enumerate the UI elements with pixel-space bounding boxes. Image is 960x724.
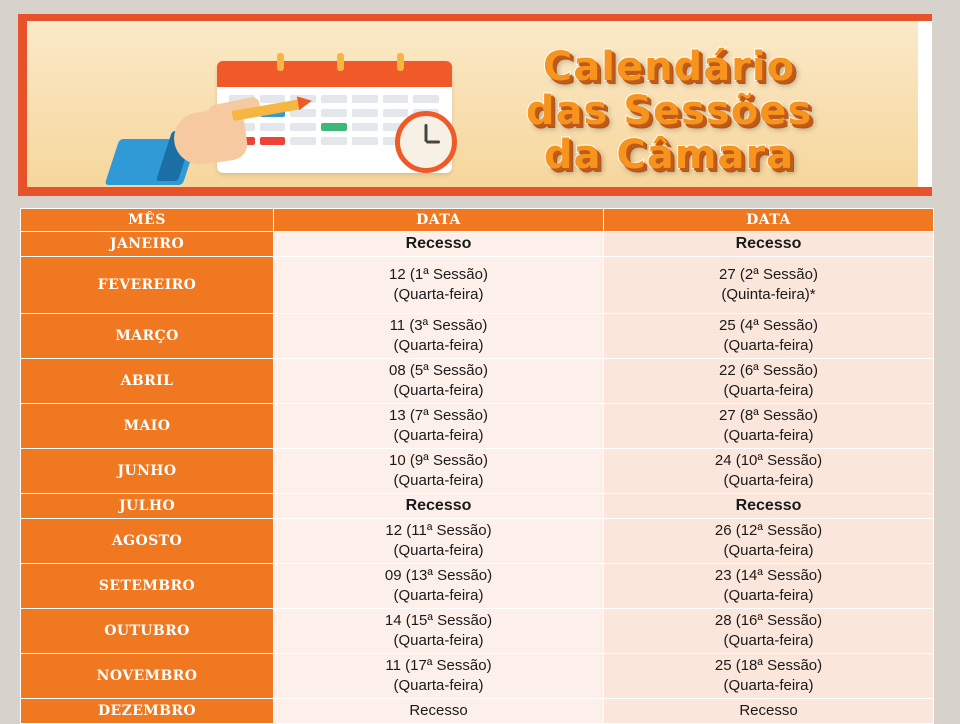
session-line-2: (Quarta-feira) xyxy=(393,542,484,559)
month-cell: ABRIL xyxy=(21,359,274,404)
session-line-1: 08 (5ª Sessão) xyxy=(389,362,488,379)
session-line-1: 22 (6ª Sessão) xyxy=(719,362,818,379)
session-line-1: 14 (15ª Sessão) xyxy=(384,612,493,629)
pen-tip-icon xyxy=(297,94,313,110)
banner xyxy=(18,14,932,196)
column-header-data-1: DATA xyxy=(274,209,604,232)
session-line-1: 09 (13ª Sessão) xyxy=(384,567,493,584)
calendar-ring-mid xyxy=(337,53,344,71)
session-line-1: 13 (7ª Sessão) xyxy=(389,407,488,424)
banner-top-accent xyxy=(18,14,932,21)
session-line-2: (Quarta-feira) xyxy=(723,677,814,694)
table-row xyxy=(21,564,934,609)
session-line-1: Recesso xyxy=(735,497,802,514)
session-line-2: (Quarta-feira) xyxy=(723,382,814,399)
session-line-1: Recesso xyxy=(409,702,468,719)
session-cell-1 xyxy=(274,257,604,314)
session-line-2: (Quarta-feira) xyxy=(393,382,484,399)
table-row xyxy=(21,494,934,519)
session-cell-1 xyxy=(274,359,604,404)
session-line-2: (Quarta-feira) xyxy=(723,427,814,444)
sessions-table-wrapper xyxy=(20,208,933,724)
table-header xyxy=(21,209,934,232)
table-row xyxy=(21,232,934,257)
session-line-2: (Quarta-feira) xyxy=(393,677,484,694)
banner-left-accent xyxy=(18,14,27,196)
table-row xyxy=(21,314,934,359)
page-title-line-1: Calendário xyxy=(542,44,796,90)
page-title-line-2: das Sessões xyxy=(525,88,813,134)
table-row xyxy=(21,609,934,654)
month-cell: AGOSTO xyxy=(21,519,274,564)
session-line-1: 27 (8ª Sessão) xyxy=(719,407,818,424)
session-line-1: 12 (1ª Sessão) xyxy=(389,266,488,283)
session-line-2: (Quarta-feira) xyxy=(393,337,484,354)
calendar-ring-left xyxy=(277,53,284,71)
session-line-2: (Quarta-feira) xyxy=(723,337,814,354)
column-header-data-2: DATA xyxy=(604,209,934,232)
month-cell: JUNHO xyxy=(21,449,274,494)
session-line-1: Recesso xyxy=(739,702,798,719)
column-header-mes: MÊS xyxy=(21,209,274,232)
sessions-table xyxy=(20,208,934,724)
month-cell: OUTUBRO xyxy=(21,609,274,654)
session-line-1: Recesso xyxy=(735,235,802,252)
table-row xyxy=(21,257,934,314)
calendar-ring-right xyxy=(397,53,404,71)
session-line-1: 10 (9ª Sessão) xyxy=(389,452,488,469)
session-line-2: (Quarta-feira) xyxy=(723,472,814,489)
session-line-2: (Quinta-feira)* xyxy=(721,286,816,303)
session-cell-1 xyxy=(274,654,604,699)
month-cell: JULHO xyxy=(21,494,274,519)
calendar-header-bar xyxy=(217,61,452,87)
session-cell-1 xyxy=(274,564,604,609)
session-line-2: (Quarta-feira) xyxy=(393,286,484,303)
month-cell: SETEMBRO xyxy=(21,564,274,609)
table-row xyxy=(21,519,934,564)
session-cell-2 xyxy=(604,232,934,257)
session-line-1: 12 (11ª Sessão) xyxy=(385,522,492,539)
month-cell: MAIO xyxy=(21,404,274,449)
session-line-1: 24 (10ª Sessão) xyxy=(714,452,823,469)
session-line-2: (Quarta-feira) xyxy=(393,632,484,649)
session-cell-1 xyxy=(274,232,604,257)
banner-bottom-accent xyxy=(18,187,932,196)
session-line-1: 23 (14ª Sessão) xyxy=(714,567,823,584)
session-line-1: 25 (4ª Sessão) xyxy=(719,317,818,334)
hand-with-pen-illustration xyxy=(112,93,262,185)
session-cell-2 xyxy=(604,314,934,359)
session-line-1: 28 (16ª Sessão) xyxy=(714,612,823,629)
table-row xyxy=(21,359,934,404)
table-header-row xyxy=(21,209,934,232)
session-cell-2 xyxy=(604,564,934,609)
month-cell: MARÇO xyxy=(21,314,274,359)
session-line-1: Recesso xyxy=(405,235,472,252)
session-line-1: 11 (17ª Sessão) xyxy=(385,657,492,674)
page-title-line-3: da Câmara xyxy=(543,132,795,178)
session-line-1: 25 (18ª Sessão) xyxy=(714,657,823,674)
banner-body xyxy=(27,21,932,187)
session-line-2: (Quarta-feira) xyxy=(393,587,484,604)
session-cell-2 xyxy=(604,449,934,494)
session-line-2: (Quarta-feira) xyxy=(393,427,484,444)
session-cell-2 xyxy=(604,359,934,404)
session-cell-1 xyxy=(274,494,604,519)
session-cell-2 xyxy=(604,519,934,564)
session-line-1: Recesso xyxy=(405,497,472,514)
month-cell: FEVEREIRO xyxy=(21,257,274,314)
session-cell-1 xyxy=(274,519,604,564)
table-row xyxy=(21,404,934,449)
session-cell-1 xyxy=(274,314,604,359)
session-line-2: (Quarta-feira) xyxy=(723,632,814,649)
session-line-2: (Quarta-feira) xyxy=(393,472,484,489)
session-cell-2 xyxy=(604,404,934,449)
session-cell-2 xyxy=(604,257,934,314)
session-line-1: 11 (3ª Sessão) xyxy=(389,317,488,334)
session-cell-2 xyxy=(604,609,934,654)
month-cell: JANEIRO xyxy=(21,232,274,257)
session-cell-1 xyxy=(274,609,604,654)
table-row xyxy=(21,654,934,699)
table-body xyxy=(21,232,934,724)
month-cell: NOVEMBRO xyxy=(21,654,274,699)
table-row xyxy=(21,449,934,494)
session-cell-2 xyxy=(604,494,934,519)
session-line-1: 27 (2ª Sessão) xyxy=(719,266,818,283)
session-cell-2 xyxy=(604,654,934,699)
session-line-2: (Quarta-feira) xyxy=(723,587,814,604)
session-line-2: (Quarta-feira) xyxy=(723,542,814,559)
month-cell: DEZEMBRO xyxy=(21,699,274,724)
page-title xyxy=(434,45,904,177)
session-cell-1 xyxy=(274,404,604,449)
session-line-1: 26 (12ª Sessão) xyxy=(714,522,823,539)
session-cell-1 xyxy=(274,449,604,494)
